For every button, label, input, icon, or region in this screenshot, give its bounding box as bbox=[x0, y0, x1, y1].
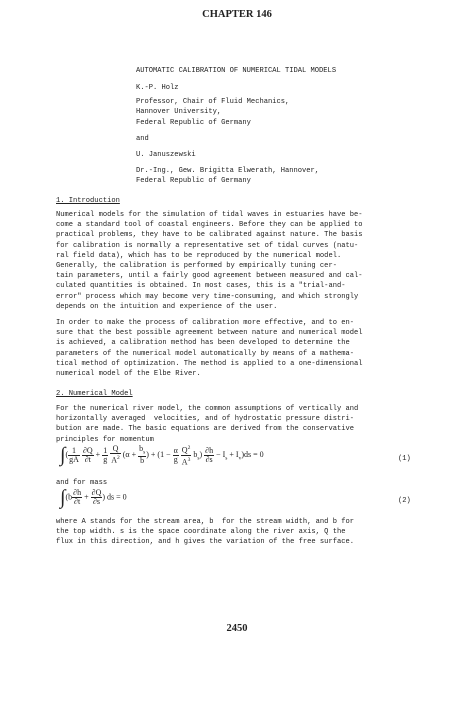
author2-name: U. Januszewski bbox=[136, 151, 196, 160]
text-line: depends on the intuition and experience of the user. bbox=[56, 302, 278, 311]
for-mass-text: and for mass bbox=[56, 479, 108, 487]
paper-title: AUTOMATIC CALIBRATION OF NUMERICAL TIDAL MODELS bbox=[136, 67, 337, 75]
equation-2-number: (2) bbox=[398, 497, 411, 505]
text-line: parameters of the numerical model automatically by means of a mathema- bbox=[56, 349, 354, 358]
text-line: practical problems, they have to be calibrated against nature. The basis bbox=[56, 231, 363, 240]
author-block bbox=[136, 83, 319, 187]
text-line: error" process which may become very time-consuming, and which strongly bbox=[56, 292, 359, 301]
text-line: sure that the best possible agreement between nature and numerical model bbox=[56, 329, 363, 338]
author1-affiliation-2: Hannover University, bbox=[136, 108, 222, 117]
author1-affiliation-1: Professor, Chair of Fluid Mechanics, bbox=[136, 98, 290, 107]
text-line: For the numerical river model, the common assumptions of vertically and bbox=[56, 405, 359, 413]
author1-affiliation-3: Federal Republic of Germany bbox=[136, 118, 251, 127]
text-line: is achieved, a calibration method has been developed to determine the bbox=[56, 339, 350, 348]
equation-momentum: ∫( $\frac{1}{gA}$ $\frac{\partial Q}{\partial t}$ + $\frac{1}{g}$ $\frac{Q}{A^2}$ (α + $\frac{b_s}{b}$ ) + (1 − $\frac{\alpha}{g}$ $\frac{Q^2}{A^3}$ $b_s$) $\frac{\partial h}{\partial s}$ − $I_s + I_v)ds = 0$ bbox=[60, 443, 264, 467]
chapter-heading: CHAPTER 146 bbox=[202, 9, 272, 20]
text-line: numerical model of the Elbe River. bbox=[56, 370, 201, 379]
text-line: come a standard tool of coastal engineers. Before they can be applied to bbox=[56, 221, 363, 230]
text-line: bution are made. The basic equations are derived from the conservative bbox=[56, 425, 354, 434]
text-line: for calibration is normally a representative set of tidal curves (natu- bbox=[56, 241, 359, 250]
author2-affiliation-1: Dr.-Ing., Gew. Brigitta Elwerath, Hannover, bbox=[136, 167, 320, 176]
text-line: culated quantities is obtained. In most cases, this is a "trial-and- bbox=[56, 282, 346, 291]
text-line: where A stands for the stream area, b for the stream width, and b for bbox=[56, 518, 354, 526]
text-line: tain parameters, until a fairly good agreement between measured and cal- bbox=[56, 272, 363, 281]
section-1-paragraph-2 bbox=[56, 318, 363, 379]
equation-1-number: (1) bbox=[398, 455, 411, 463]
text-line: the top width. s is the space coordinate along the river axis, Q the bbox=[56, 528, 346, 537]
text-line: principles for momentum bbox=[56, 435, 154, 444]
author2-affiliation-2: Federal Republic of Germany bbox=[136, 177, 251, 186]
and-text: and bbox=[136, 134, 149, 143]
page-number: 2450 bbox=[226, 623, 248, 634]
section-2-heading: 2. Numerical Model bbox=[56, 390, 133, 398]
section-2-paragraph-1 bbox=[56, 404, 358, 445]
text-line: Numerical models for the simulation of tidal waves in estuaries have be- bbox=[56, 211, 363, 219]
text-line: Generally, the calibration is performed by empirically tuning cer- bbox=[56, 262, 337, 271]
section-1-heading: 1. Introduction bbox=[56, 197, 120, 205]
text-line: horizontally averaged velocities, and of hydrostatic pressure distri- bbox=[56, 415, 354, 424]
section-2-paragraph-2 bbox=[56, 517, 354, 548]
text-line: In order to make the process of calibration more effective, and to en- bbox=[56, 319, 354, 327]
text-line: tical method of optimization. The method is applied to a one-dimensional bbox=[56, 359, 363, 368]
author1-name: K.-P. Holz bbox=[136, 84, 179, 92]
section-1-paragraph-1 bbox=[56, 210, 363, 312]
text-line: flux in this direction, and h gives the variation of the free surface. bbox=[56, 538, 354, 547]
equation-mass: ∫(b $\frac{\partial h}{\partial t}$ + $\frac{\partial Q}{\partial s}$ ) ds = 0 bbox=[60, 486, 127, 509]
text-line: ral field data), which has to be reproduced by the numerical model. bbox=[56, 251, 342, 260]
